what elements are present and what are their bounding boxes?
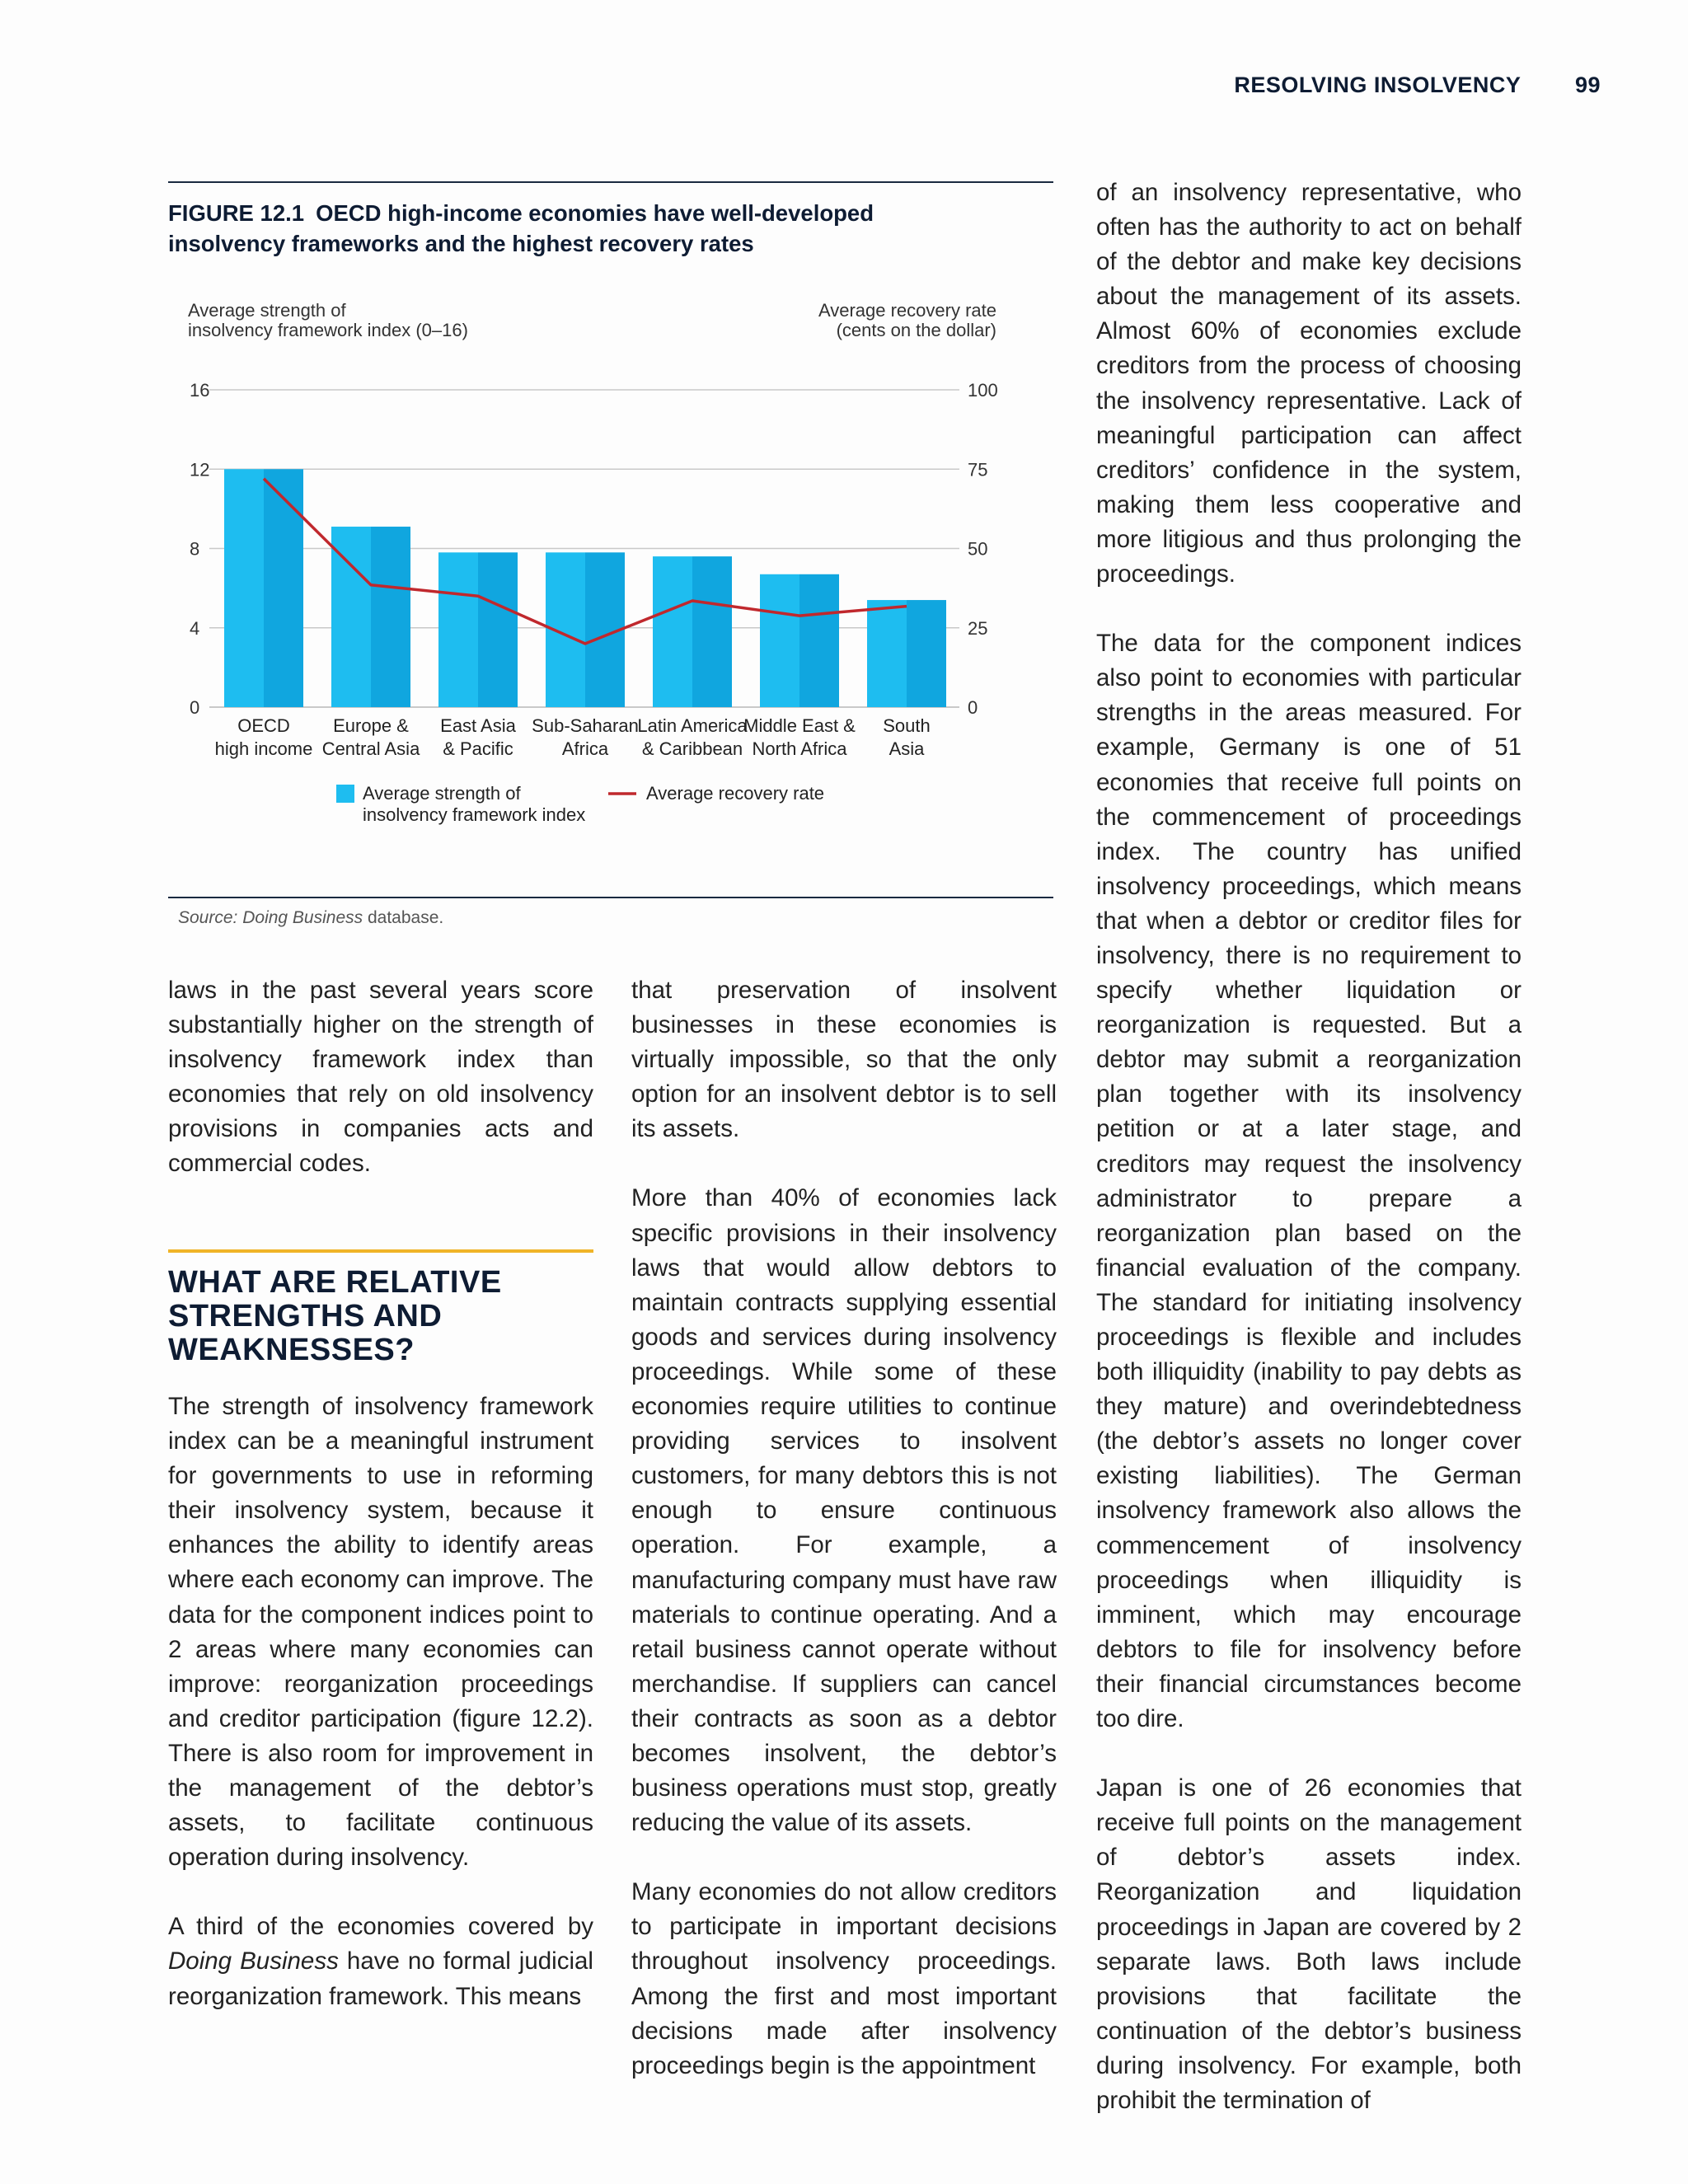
right-axis-label: Average recovery rate <box>818 300 996 321</box>
heading-accent-rule <box>168 1249 593 1253</box>
figure-title <box>168 198 992 259</box>
category-label: & Pacific <box>443 738 513 759</box>
running-header <box>1234 73 1601 98</box>
bar-shade <box>907 600 946 707</box>
paragraph: laws in the past several years score substantially higher on the strength of insolvency framework index than economies that rely on old insolvency provisions in companies acts and commercial codes. <box>168 977 593 1178</box>
category-label: Sub-Saharan <box>532 715 639 736</box>
column-3 <box>1096 176 1522 2118</box>
paragraph: Japan is one of 26 economies that receive full points on the management of debtor’s assets index. Reorganization and liquidation proceedings in Japan are covered by 2 separate laws. Both laws include provisions that facilitate the continuation of the debtor’s business during insolvency. For example, both prohibit the termination of <box>1096 1774 1522 2114</box>
column-1-top <box>168 973 593 1182</box>
paragraph: More than 40% of economies lack specific provisions in their insolvency laws that would allow debtors to maintain contracts supplying essential goods and services during insolvency proceedings. While some of these economies require utilities to continue providing services to insolvent customers, for many debtors this is not enough to ensure continuous operation. For example, a manufacturing company must have raw materials to continue operating. And a retail business cannot operate without merchandise. If suppliers can cancel their contracts as soon as a debtor becomes insolvent, the debtor’s business operations must stop, greatly reducing the value of its assets. <box>631 1184 1057 1837</box>
category-label: high income <box>214 738 313 759</box>
category-label: South <box>883 715 931 736</box>
paragraph: The data for the component indices also point to economies with particular strengths in the areas measured. For example, Germany is one of 51 economies that receive full points on the commencement of proceedings index. The country has unified insolvency proceedings, which means that when a debtor or creditor files for insolvency, there is no requirement to specify whether liquidation or reorganization is requested. But a debtor may submit a reorganization plan together with its insolvency petition or at a later stage, and creditors may request the insolvency administrator to prepare a reorganization plan based on the financial evaluation of the company. The standard for initiating insolvency proceedings is flexible and includes both illiquidity (inability to pay debts as they mature) and overindebtedness (the debtor’s assets no longer cover existing liabilities). The German insolvency framework also allows the commencement of insolvency proceedings when illiquidity is imminent, which may encourage debtors to file for insolvency before their financial circumstances become too dire. <box>1096 630 1522 1733</box>
category-label: & Caribbean <box>641 738 743 759</box>
category-label: East Asia <box>440 715 516 736</box>
figure-source: Source: Doing Business database. <box>178 908 444 927</box>
figure-number: FIGURE 12.1 <box>168 200 305 226</box>
left-tick-label: 12 <box>190 459 210 480</box>
right-tick-label: 25 <box>968 617 988 639</box>
figure-caption: OECD high-income economies have well-developed insolvency frameworks and the highest recovery rates <box>168 200 874 256</box>
legend-label: Average strength of <box>363 783 521 804</box>
category-label: Central Asia <box>321 738 420 759</box>
column-2 <box>631 973 1057 2083</box>
paragraph: Many economies do not allow creditors to participate in important decisions throughout insolvency proceedings. Among the first and most important decisions made after insolvency proceedings begin is the appointment <box>631 1878 1057 2079</box>
figure-bottom-rule <box>168 897 1053 898</box>
publication-name: Doing Business <box>168 1947 339 1975</box>
category-label: OECD <box>237 715 290 736</box>
bar <box>760 574 799 707</box>
category-label: Latin America <box>637 715 748 736</box>
figure-12-1 <box>168 181 1053 898</box>
bar-shade <box>692 556 732 707</box>
right-tick-label: 100 <box>968 380 998 401</box>
bar-shade <box>371 527 410 707</box>
left-tick-label: 16 <box>190 380 210 401</box>
legend-label: insolvency framework index <box>363 804 586 825</box>
section-title: RESOLVING INSOLVENCY <box>1234 73 1521 97</box>
bar <box>653 556 692 707</box>
left-tick-label: 4 <box>190 617 200 639</box>
paragraph: The strength of insolvency framework index can be a meaningful instrument for governments to use in reforming their insolvency system, because it enhances the ability to identify areas where each economy can improve. The data for the component indices point to 2 areas where many economies can improve: reorganization proceedings and creditor participation (figure 12.2). There is also room for improvement in the management of the debtor’s assets, to facilitate continuous operation during insolvency. <box>168 1393 593 1872</box>
bar-shade <box>478 552 518 707</box>
legend-label: Average recovery rate <box>646 783 825 804</box>
left-axis-label: Average strength of <box>188 300 346 321</box>
right-tick-label: 75 <box>968 459 988 480</box>
bar <box>438 552 478 707</box>
right-axis-label: (cents on the dollar) <box>836 320 996 340</box>
paragraph: of an insolvency representative, who often has the authority to act on behalf of the debtor and make key decisions about the management of its assets. Almost 60% of economies exclude creditors from the process of choosing the insolvency representative. Lack of meaningful participation can affect creditors’ confidence in the system, making them less cooperative and more litigious and thus prolonging the proceedings. <box>1096 179 1522 588</box>
bar-shade <box>264 469 303 707</box>
left-tick-label: 0 <box>190 697 200 718</box>
paragraph: A third of the economies covered by Doing Business have no formal judicial reorganization framework. This means <box>168 1913 593 2010</box>
chart <box>168 272 1053 898</box>
left-tick-label: 8 <box>190 538 200 560</box>
left-axis-label: insolvency framework index (0–16) <box>188 320 468 340</box>
legend-bar-swatch <box>336 785 354 803</box>
section-heading: WHAT ARE RELATIVE STRENGTHS AND WEAKNESSES? <box>168 1265 502 1367</box>
category-label: Africa <box>561 738 609 759</box>
right-tick-label: 50 <box>968 538 988 560</box>
figure-top-rule <box>168 181 1053 183</box>
category-label: Asia <box>889 738 925 759</box>
bar-shade <box>799 574 839 707</box>
category-label: Middle East & <box>743 715 856 736</box>
bar <box>867 600 907 707</box>
bar <box>331 527 371 707</box>
paragraph: that preservation of insolvent businesses in these economies is virtually impossible, so that the only option for an insolvent debtor is to sell its assets. <box>631 977 1057 1143</box>
page-number: 99 <box>1574 73 1601 97</box>
category-label: Europe & <box>333 715 409 736</box>
bar <box>224 469 264 707</box>
right-tick-label: 0 <box>968 697 978 718</box>
column-1-body <box>168 1390 593 2014</box>
category-label: North Africa <box>752 738 847 759</box>
